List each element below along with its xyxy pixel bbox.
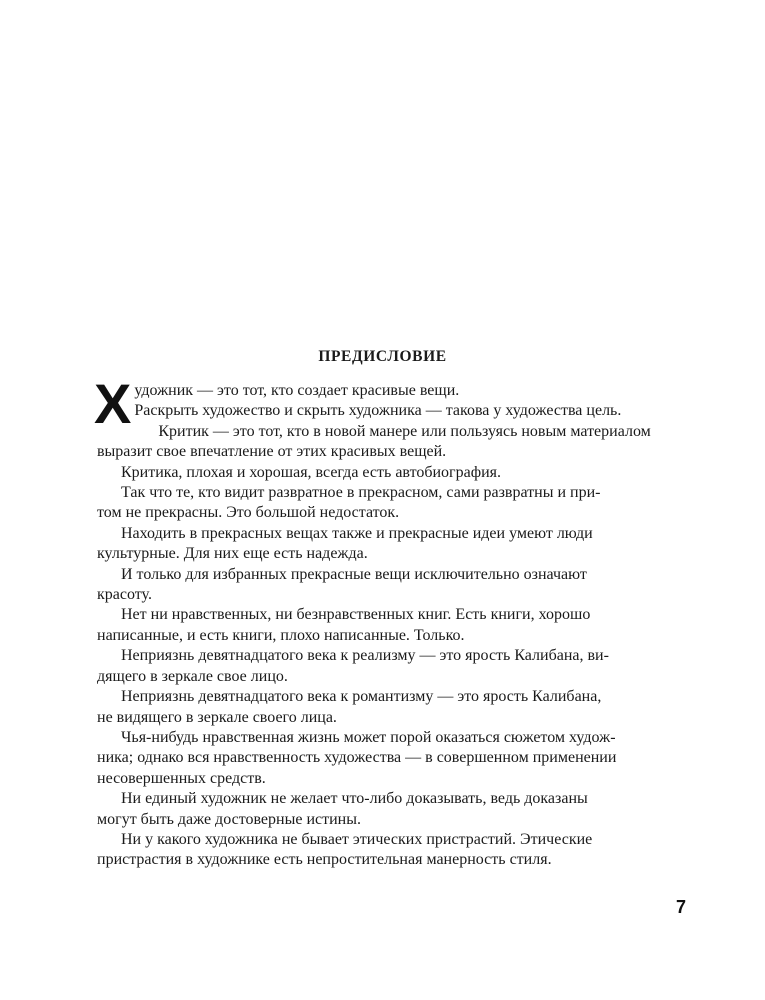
paragraph-8: [97, 605, 640, 646]
text-line: несовершенных средств.: [97, 769, 266, 787]
text-line: Нет ни нравственных, ни безнравственных книг. Есть книги, хорошо: [121, 606, 591, 624]
text-line: красоту.: [97, 586, 152, 604]
paragraph-6: [97, 524, 640, 565]
paragraph-3: [97, 422, 651, 463]
paragraph-1: [97, 381, 640, 401]
paragraph-12: [97, 789, 640, 830]
drop-cap-letter: Х: [94, 372, 132, 435]
paragraph-10: [97, 687, 640, 728]
text-line: Ни единый художник не желает что-либо доказывать, ведь доказаны: [121, 790, 588, 808]
text-line: Ни у какого художника не бывает этических пристрастий. Этические: [121, 830, 593, 848]
text-line: культурные. Для них еще есть надежда.: [97, 545, 368, 563]
text-line: Критик — это тот, кто в новой манере или пользуясь новым материалом: [158, 422, 651, 440]
paragraph-13: [97, 830, 640, 871]
text-line: том не прекрасны. Это большой недостаток.: [97, 504, 400, 522]
text-line: Раскрыть художество и скрыть художника — такова у художества цель.: [134, 402, 622, 420]
text-line: пристрастия в художнике есть непростительная манерность стиля.: [97, 851, 552, 869]
page-number: 7: [676, 897, 687, 917]
text-line: ника; однако вся нравственность художества — в совершенном применении: [97, 749, 617, 767]
paragraph-5: [97, 483, 640, 524]
text-line: Находить в прекрасных вещах также и прекрасные идеи умеют люди: [121, 524, 593, 542]
text-line: Неприязнь девятнадцатого века к романтизму — это ярость Калибана,: [121, 688, 602, 706]
text-line: дящего в зеркале свое лицо.: [97, 667, 288, 685]
paragraph-11: [97, 728, 640, 789]
text-line: Критика, плохая и хорошая, всегда есть автобиография.: [121, 463, 502, 481]
text-line: не видящего в зеркале своего лица.: [97, 708, 337, 726]
page-heading: ПРЕДИСЛОВИЕ: [318, 348, 447, 365]
text-line: И только для избранных прекрасные вещи исключительно означают: [121, 565, 587, 583]
paragraph-9: [97, 646, 640, 687]
text-line: Так что те, кто видит развратное в прекрасном, сами развратны и при-: [121, 484, 601, 502]
text-line: написанные, и есть книги, плохо написанные. Только.: [97, 626, 465, 644]
text-line: Чья-нибудь нравственная жизнь может порой оказаться сюжетом худож-: [121, 728, 616, 746]
paragraph-7: [97, 565, 640, 606]
text-line: могут быть даже достоверные истины.: [97, 810, 361, 828]
text-line: выразит свое впечатление от этих красивых вещей.: [97, 443, 447, 461]
paragraph-2: [97, 401, 640, 421]
preface-text: [94, 372, 651, 871]
text-line: удожник — это тот, кто создает красивые вещи.: [134, 382, 460, 399]
text-line: Неприязнь девятнадцатого века к реализму — это ярость Калибана, ви-: [121, 647, 609, 665]
paragraph-4: [97, 463, 640, 483]
